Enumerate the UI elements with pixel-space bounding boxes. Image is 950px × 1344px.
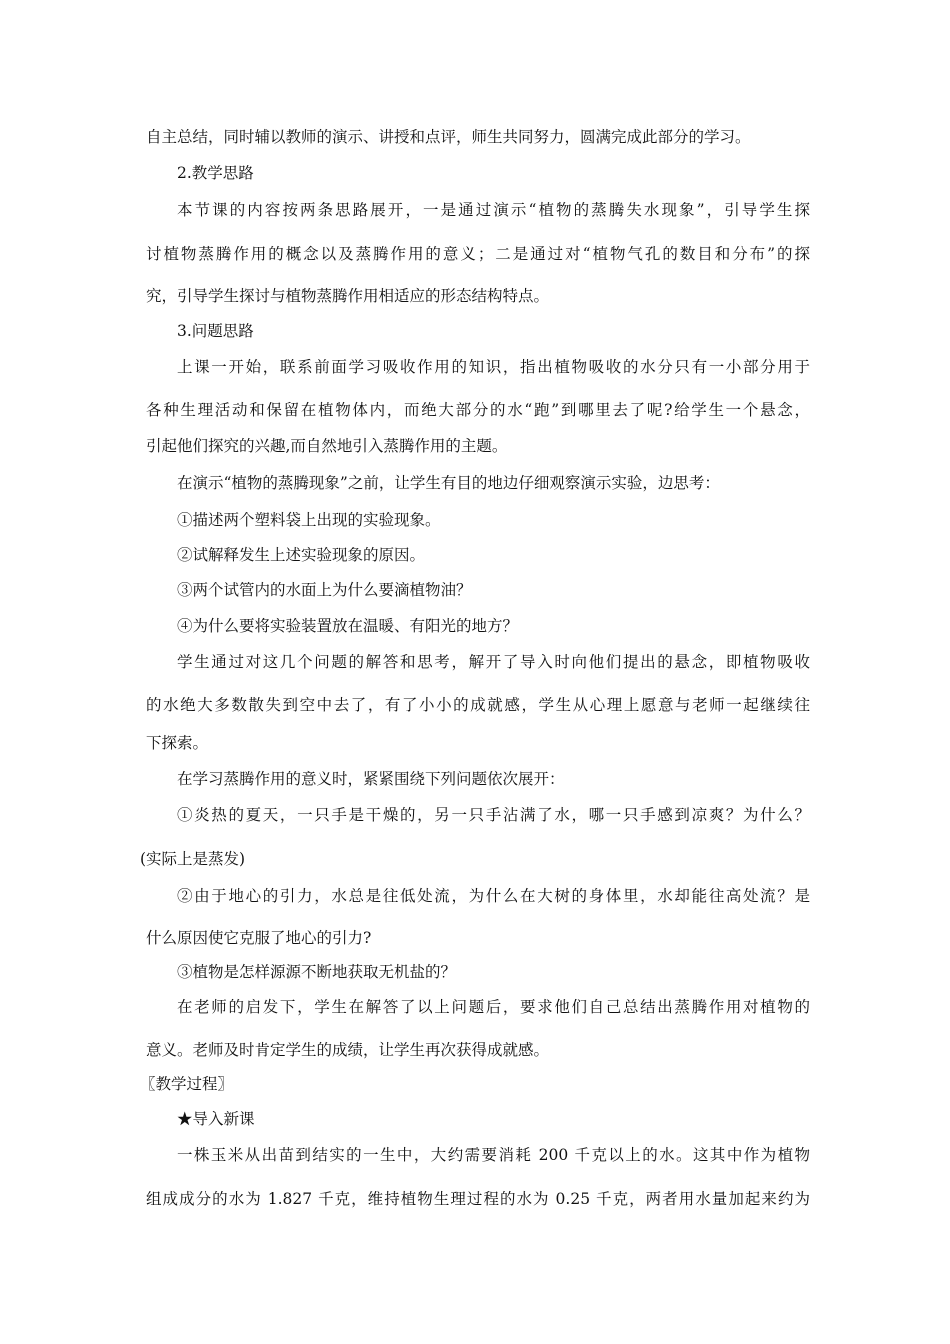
text-line: 的水绝大多数散失到空中去了，有了小小的成就感，学生从心理上愿意与老师一起继续往 [146,696,810,714]
list-item: ②试解释发生上述实验现象的原因。 [177,546,426,564]
list-item: ①描述两个塑料袋上出现的实验现象。 [177,511,441,529]
text-line: 自主总结，同时辅以教师的演示、讲授和点评，师生共同努力，圆满完成此部分的学习。 [146,128,751,146]
list-item: ③两个试管内的水面上为什么要滴植物油？ [177,581,472,599]
text-line: 在演示“植物的蒸腾现象”之前，让学生有目的地边仔细观察演示实验，边思考： [177,474,720,492]
text-line: 讨植物蒸腾作用的概念以及蒸腾作用的意义；二是通过对“植物气孔的数目和分布”的探 [146,245,810,263]
text-line: 组成成分的水为 1.827 千克，维持植物生理过程的水为 0.25 千克，两者用水量加起来约为 [146,1190,810,1208]
section-heading: 2.教学思路 [177,164,254,182]
text-line: (实际上是蒸发) [140,850,246,868]
list-item: ①炎热的夏天，一只手是干燥的，另一只手沾满了水，哪一只手感到凉爽？为什么？ [177,806,810,824]
section-heading: 〖教学过程〗 [140,1075,234,1093]
text-line: 一株玉米从出苗到结实的一生中，大约需要消耗 200 千克以上的水。这其中作为植物 [177,1146,810,1164]
list-item: ④为什么要将实验装置放在温暖、有阳光的地方？ [177,617,519,635]
section-heading: 3.问题思路 [177,322,254,340]
text-line: 在老师的启发下，学生在解答了以上问题后，要求他们自己总结出蒸腾作用对植物的 [177,998,810,1016]
text-line: 在学习蒸腾作用的意义时，紧紧围绕下列问题依次展开： [177,770,565,788]
subsection-heading: ★导入新课 [177,1110,255,1128]
list-item: ②由于地心的引力，水总是往低处流，为什么在大树的身体里，水却能往高处流？是 [177,887,810,905]
text-line: 意义。老师及时肯定学生的成绩，让学生再次获得成就感。 [146,1041,550,1059]
text-line: 各种生理活动和保留在植物体内，而绝大部分的水“跑”到哪里去了呢?给学生一个悬念， [146,401,810,419]
text-line: 本节课的内容按两条思路展开，一是通过演示“植物的蒸腾失水现象”，引导学生探 [177,201,810,219]
text-line: 什么原因使它克服了地心的引力? [146,929,372,947]
list-item: ③植物是怎样源源不断地获取无机盐的？ [177,963,457,981]
text-line: 下探索。 [146,734,209,752]
text-line: 究，引导学生探讨与植物蒸腾作用相适应的形态结构特点。 [146,287,550,305]
text-line: 上课一开始，联系前面学习吸收作用的知识，指出植物吸收的水分只有一小部分用于 [177,358,810,376]
text-line: 学生通过对这几个问题的解答和思考，解开了导入时向他们提出的悬念，即植物吸收 [177,653,810,671]
text-line: 引起他们探究的兴趣,而自然地引入蒸腾作用的主题。 [146,437,508,455]
